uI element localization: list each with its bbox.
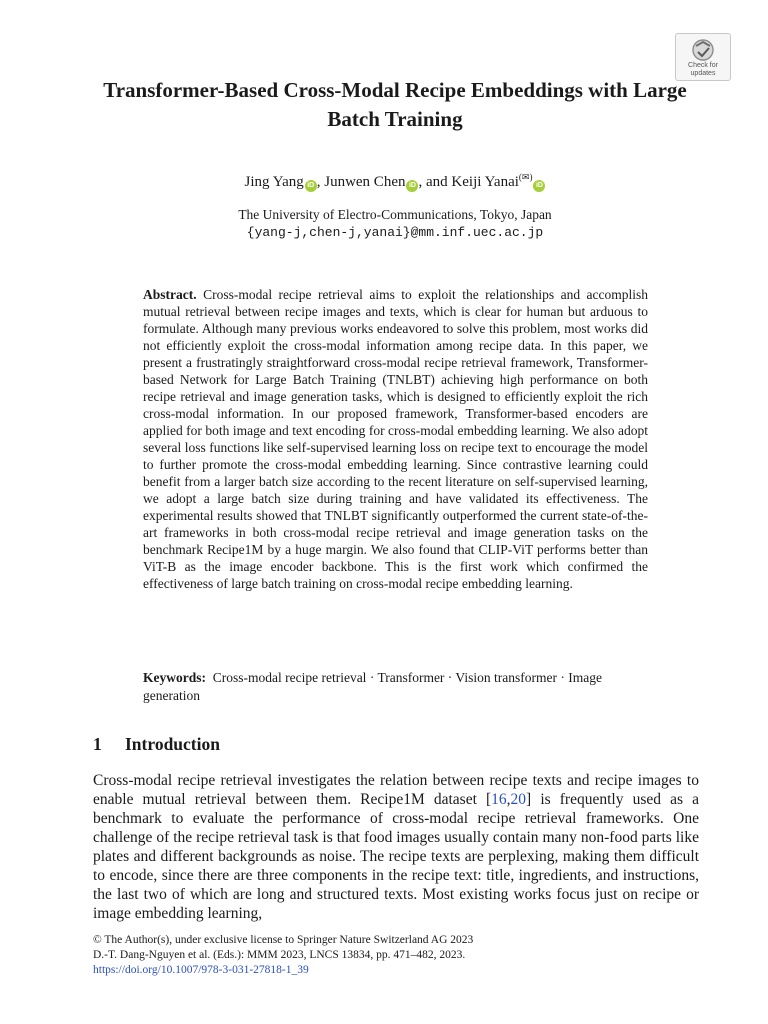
section-heading <box>93 733 220 755</box>
affiliation: The University of Electro-Communications, Tokyo, Japan <box>238 207 552 222</box>
badge-label-line1: Check for <box>688 62 718 69</box>
author-name: Junwen Chen <box>324 174 406 190</box>
abstract-label: Abstract. <box>143 287 197 302</box>
keywords-text: Cross-modal recipe retrieval · Transformer · Vision transformer · Image generation <box>143 670 602 703</box>
intro-text: Cross-modal recipe retrieval investigates the relation between recipe texts and recipe images to enable mutual retrieval between them. Recipe1M dataset [ <box>93 772 699 808</box>
author-name: Jing Yang <box>244 174 304 190</box>
section-title: Introduction <box>125 734 220 754</box>
author-separator: , and <box>418 174 452 190</box>
citation-link[interactable]: 16 <box>491 791 507 808</box>
citation-separator: , <box>506 791 511 808</box>
introduction-paragraph <box>93 771 699 923</box>
check-for-updates-badge[interactable] <box>675 33 731 81</box>
keywords-label: Keywords: <box>143 670 206 685</box>
copyright-line: © The Author(s), under exclusive license to Springer Nature Switzerland AG 2023 <box>93 934 474 946</box>
orcid-icon[interactable]: iD <box>533 180 545 192</box>
author-emails: {yang-j,chen-j,yanai}@mm.inf.uec.ac.jp <box>246 225 544 240</box>
editors-line: D.-T. Dang-Nguyen et al. (Eds.): MMM 2023, LNCS 13834, pp. 471–482, 2023. <box>93 949 466 961</box>
corresponding-author-mark: (✉) <box>518 172 533 182</box>
intro-text: ] is frequently used as a benchmark to evaluate the performance of cross-modal recipe retrieval frameworks. One challenge of the recipe retrieval task is that food images usually contain many non-food parts like plates and different backgrounds as noise. The recipe texts are perplexing, making them difficult to encode, since there are three components in the recipe text: title, ingredients, and instructions, the last two of which are long and structured texts. Most existing works focus just on recipe or image embedding learning, <box>93 791 699 922</box>
abstract-text: Cross-modal recipe retrieval aims to exploit the relationships and accomplish mutual retrieval between recipe images and texts, which is clear for human but arduous to formulate. Although many previous works endeavored to solve this problem, most works did not efficiently exploit the cross-modal information among recipe data. In this paper, we present a frustratingly straightforward cross-modal recipe retrieval framework, Transformer-based Network for Large Batch Training (TNLBT) achieving high performance on both recipe retrieval and image generation tasks, which is designed to efficiently exploit the rich cross-modal information. In our proposed framework, Transformer-based encoders are applied for both image and text encoding for cross-modal embedding learning. We also adopt several loss functions like self-supervised learning loss on recipe text to encourage the model to further promote the cross-modal embedding learning. Since contrastive learning could benefit from a larger batch size according to the recent literature on self-supervised learning, we adopt a large batch size during training and have validated its effectiveness. The experimental results showed that TNLBT significantly outperformed the current state-of-the-art frameworks in both cross-modal recipe retrieval and image generation tasks on the benchmark Recipe1M by a huge margin. We also found that CLIP-ViT performs better than ViT-B as the image encoder backbone. This is the first work which confirmed the effectiveness of large batch training on cross-modal recipe embedding learning. <box>143 287 648 591</box>
author-list <box>90 172 700 192</box>
citation-link[interactable]: 20 <box>510 791 527 808</box>
orcid-icon[interactable]: iD <box>305 180 317 192</box>
orcid-icon[interactable]: iD <box>406 180 418 192</box>
doi-link[interactable]: https://doi.org/10.1007/978-3-031-27818-1_39 <box>93 964 309 976</box>
author-name: Keiji Yanai <box>451 174 519 190</box>
abstract <box>143 286 648 592</box>
badge-label-line2: updates <box>690 70 716 77</box>
paper-title: Transformer-Based Cross-Modal Recipe Embeddings with Large Batch Training <box>103 78 687 131</box>
keywords <box>143 669 648 705</box>
check-for-updates-icon <box>690 38 716 62</box>
footnote <box>93 933 473 978</box>
section-number: 1 <box>93 734 102 754</box>
author-separator: , <box>316 174 325 190</box>
